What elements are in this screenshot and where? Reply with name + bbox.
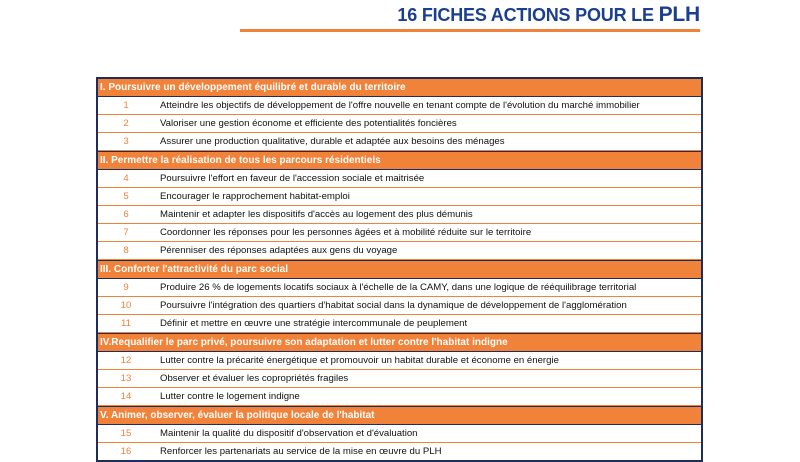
action-text: Poursuivre l'effort en faveur de l'accession sociale et maitrisée [160, 173, 425, 184]
action-text: Définir et mettre en œuvre une stratégie intercommunale de peuplement [160, 318, 468, 329]
action-number: 7 [123, 227, 129, 238]
action-number: 5 [123, 191, 129, 202]
action-row [98, 297, 701, 315]
section-header: I. Poursuivre un développement équilibré et durable du territoire [98, 79, 701, 97]
action-row [98, 115, 701, 133]
action-row [98, 133, 701, 151]
action-row [98, 388, 701, 406]
action-row [98, 370, 701, 388]
page-title-suffix: PLH [658, 3, 700, 26]
action-text: Lutter contre le logement indigne [160, 391, 300, 402]
action-row [98, 242, 701, 260]
section-2 [98, 151, 701, 260]
action-text: Poursuivre l'intégration des quartiers d'habitat social dans la dynamique de développement de l'agglomération [160, 300, 627, 311]
action-text: Maintenir la qualité du dispositif d'observation et d'évaluation [160, 428, 418, 439]
action-text: Pérenniser des réponses adaptées aux gens du voyage [160, 245, 398, 256]
action-row [98, 352, 701, 370]
action-text: Valoriser une gestion économe et efficiente des potentialités foncières [160, 118, 457, 129]
action-text: Lutter contre la précarité énergétique et promouvoir un habitat durable et économe en énergie [160, 355, 559, 366]
action-number: 9 [123, 282, 129, 293]
action-row [98, 224, 701, 242]
action-text: Maintenir et adapter les dispositifs d'accès au logement des plus démunis [160, 209, 473, 220]
action-number: 11 [121, 318, 131, 329]
section-header: III. Conforter l'attractivité du parc social [98, 260, 701, 279]
action-text: Assurer une production qualitative, durable et adaptée aux besoins des ménages [160, 136, 505, 147]
section-header: V. Animer, observer, évaluer la politique locale de l'habitat [98, 406, 701, 425]
action-text: Atteindre les objectifs de développement de l'offre nouvelle en tenant compte de l'évolution du marché immobilier [160, 100, 640, 111]
action-number: 14 [120, 391, 132, 402]
section-3 [98, 260, 701, 333]
page-title [397, 3, 700, 27]
action-row [98, 425, 701, 443]
action-number: 1 [123, 100, 129, 111]
action-row [98, 188, 701, 206]
title-underline [240, 29, 700, 32]
action-text: Observer et évaluer les copropriétés fragiles [160, 373, 349, 384]
actions-table [96, 77, 703, 462]
action-number: 13 [120, 373, 132, 384]
action-row [98, 443, 701, 460]
section-header: IV.Requalifier le parc privé, poursuivre son adaptation et lutter contre l'habitat indigne [98, 333, 701, 352]
section-5 [98, 406, 701, 460]
action-text: Renforcer les partenariats au service de la mise en œuvre du PLH [160, 446, 442, 457]
section-1 [98, 79, 701, 151]
action-text: Produire 26 % de logements locatifs sociaux à l'échelle de la CAMY, dans une logique de rééquilibrage territorial [160, 282, 637, 293]
action-row [98, 97, 701, 115]
page-title-prefix: 16 FICHES ACTIONS POUR LE [397, 5, 654, 25]
action-row [98, 279, 701, 297]
action-text: Encourager le rapprochement habitat-emploi [160, 191, 350, 202]
section-4 [98, 333, 701, 406]
action-row [98, 170, 701, 188]
action-number: 8 [123, 245, 129, 256]
action-number: 16 [120, 446, 132, 457]
action-number: 12 [120, 355, 132, 366]
action-number: 10 [120, 300, 132, 311]
action-number: 6 [123, 209, 129, 220]
action-row [98, 315, 701, 333]
action-row [98, 206, 701, 224]
action-number: 2 [123, 118, 129, 129]
action-number: 3 [123, 136, 129, 147]
section-header: II. Permettre la réalisation de tous les parcours résidentiels [98, 151, 701, 170]
action-number: 15 [120, 428, 132, 439]
action-text: Coordonner les réponses pour les personnes âgées et à mobilité réduite sur le territoire [160, 227, 532, 238]
action-number: 4 [123, 173, 129, 184]
